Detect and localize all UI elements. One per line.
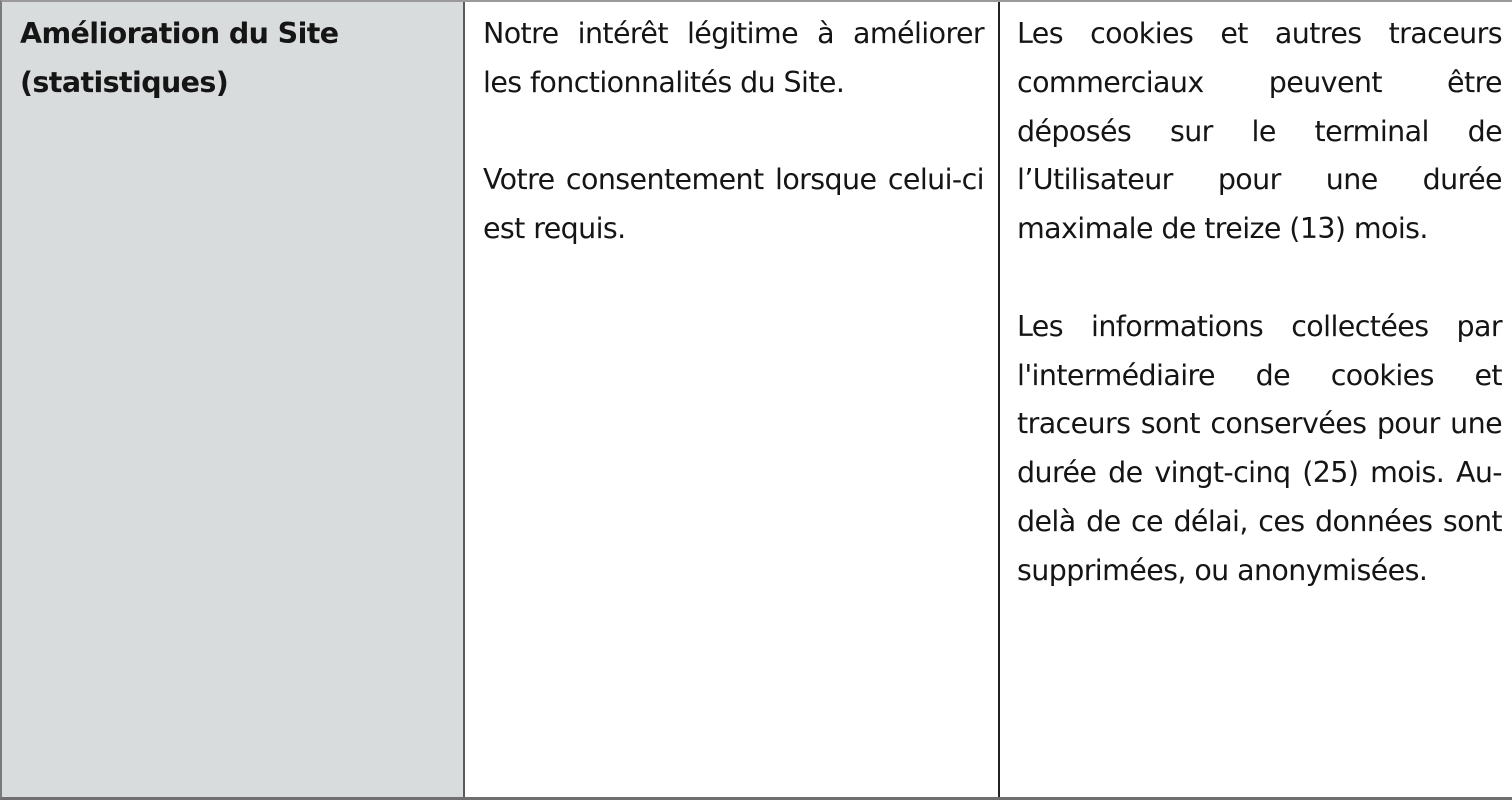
retention-cell	[1000, 2, 1512, 797]
legal-basis-paragraph: Notre intérêt légitime à améliorer les fonctionnalités du Site.	[483, 17, 984, 99]
retention-paragraph: Les informations collectées par l'intermédiaire de cookies et traceurs sont conservées pour une durée de vingt-cinq (25) mois. Au-delà de ce délai, ces données sont supprimées, ou anonymisées.	[1017, 309, 1502, 587]
purpose-cell	[2, 2, 465, 797]
legal-basis-paragraph: Votre consentement lorsque celui-ci est requis.	[483, 163, 984, 246]
retention-paragraph: Les cookies et autres traceurs commerciaux peuvent être déposés sur le terminal de l’Utilisateur pour une durée maximale de treize (13) mois.	[1017, 17, 1502, 246]
legal-basis-cell	[465, 2, 1000, 797]
purpose-text: Amélioration du Site (statistiques)	[20, 17, 339, 99]
